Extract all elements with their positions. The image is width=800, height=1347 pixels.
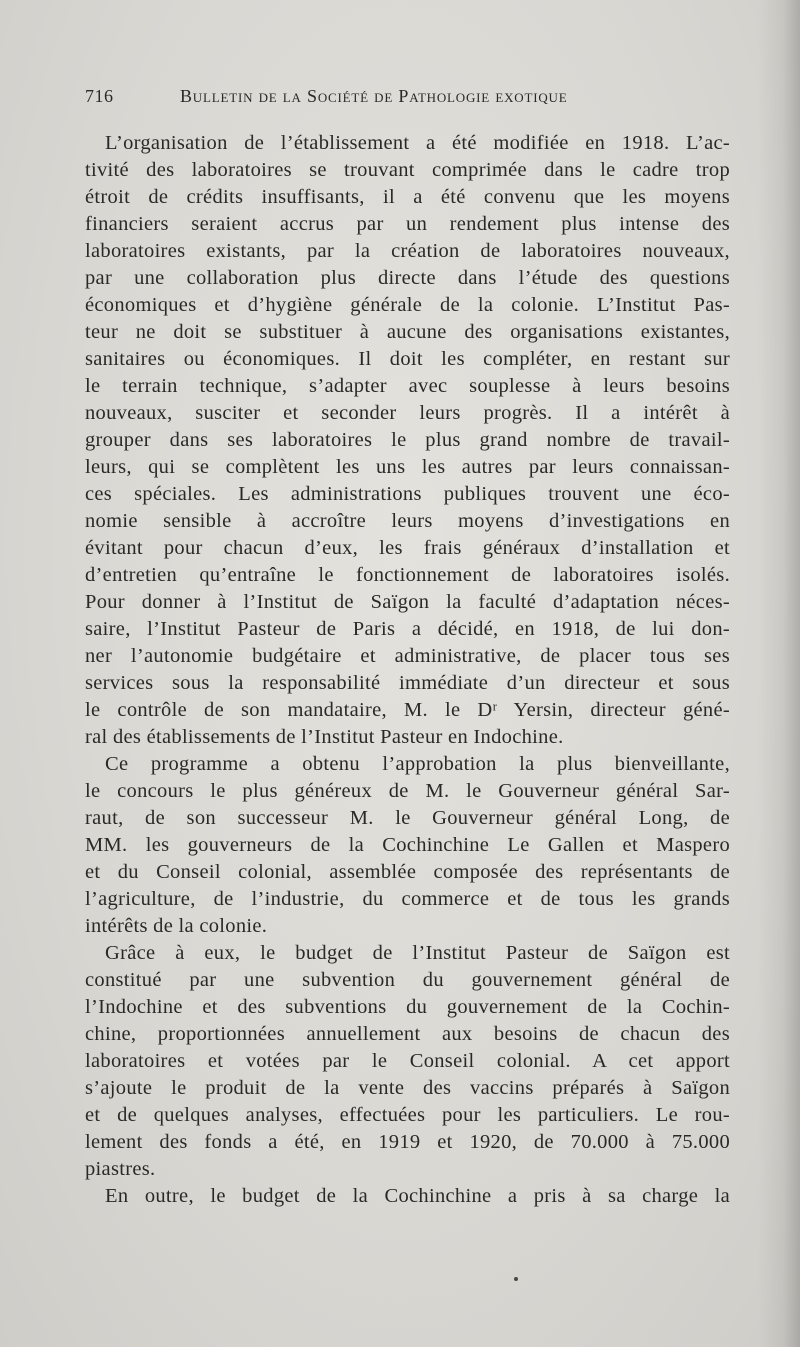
text-line: évitant pour chacun d’eux, les frais généraux d’installation et xyxy=(85,537,730,559)
text-line: chine, proportionnées annuellement aux besoins de chacun des xyxy=(85,1023,730,1045)
text-line: par une collaboration plus directe dans l’étude des questions xyxy=(85,267,730,289)
text-line: le contrôle de son mandataire, M. le Dʳ Yersin, directeur géné- xyxy=(85,699,730,721)
text-line: grouper dans ses laboratoires le plus grand nombre de travail- xyxy=(85,429,730,451)
text-line: L’organisation de l’établissement a été modifiée en 1918. L’ac- xyxy=(105,132,730,154)
text-line: constitué par une subvention du gouvernement général de xyxy=(85,969,730,991)
text-line: ner l’autonomie budgétaire et administrative, de placer tous ses xyxy=(85,645,730,667)
ink-speck xyxy=(514,1277,518,1281)
text-line: sanitaires ou économiques. Il doit les compléter, en restant sur xyxy=(85,348,730,370)
text-line: tivité des laboratoires se trouvant comprimée dans le cadre trop xyxy=(85,159,730,181)
text-line: nouveaux, susciter et seconder leurs progrès. Il a intérêt à xyxy=(85,402,730,424)
text-line: Pour donner à l’Institut de Saïgon la faculté d’adaptation néces- xyxy=(85,591,730,613)
text-line: ces spéciales. Les administrations publiques trouvent une éco- xyxy=(85,483,730,505)
page-header xyxy=(85,86,735,116)
text-line: services sous la responsabilité immédiate d’un directeur et sous xyxy=(85,672,730,694)
text-line: MM. les gouverneurs de la Cochinchine Le Gallen et Maspero xyxy=(85,834,730,856)
text-line: le concours le plus généreux de M. le Gouverneur général Sar- xyxy=(85,780,730,802)
page-number: 716 xyxy=(85,86,114,106)
text-line: étroit de crédits insuffisants, il a été convenu que les moyens xyxy=(85,186,730,208)
body-text xyxy=(85,130,730,1210)
text-line: teur ne doit se substituer à aucune des organisations existantes, xyxy=(85,321,730,343)
text-line: lement des fonds a été, en 1919 et 1920, de 70.000 à 75.000 xyxy=(85,1131,730,1153)
text-line: laboratoires et votées par le Conseil colonial. A cet apport xyxy=(85,1050,730,1072)
text-line: l’Indochine et des subventions du gouvernement de la Cochin- xyxy=(85,996,730,1018)
text-line: l’agriculture, de l’industrie, du commerce et de tous les grands xyxy=(85,888,730,910)
text-line: d’entretien qu’entraîne le fonctionnement de laboratoires isolés. xyxy=(85,564,730,586)
text-line: Grâce à eux, le budget de l’Institut Pasteur de Saïgon est xyxy=(105,942,730,964)
text-line: ral des établissements de l’Institut Pasteur en Indochine. xyxy=(85,726,564,748)
page-edge-shadow xyxy=(758,0,800,1347)
text-line: le terrain technique, s’adapter avec souplesse à leurs besoins xyxy=(85,375,730,397)
text-line: raut, de son successeur M. le Gouverneur général Long, de xyxy=(85,807,730,829)
text-line: leurs, qui se complètent les uns les autres par leurs connaissan- xyxy=(85,456,730,478)
text-line: laboratoires existants, par la création de laboratoires nouveaux, xyxy=(85,240,730,262)
text-line: s’ajoute le produit de la vente des vaccins préparés à Saïgon xyxy=(85,1077,730,1099)
text-line: Ce programme a obtenu l’approbation la plus bienveillante, xyxy=(105,753,730,775)
text-line: En outre, le budget de la Cochinchine a pris à sa charge la xyxy=(105,1185,730,1207)
text-line: intérêts de la colonie. xyxy=(85,915,268,937)
text-line: et du Conseil colonial, assemblée composée des représentants de xyxy=(85,861,730,883)
running-title: Bulletin de la Société de Pathologie exotique xyxy=(180,86,568,106)
text-line: saire, l’Institut Pasteur de Paris a décidé, en 1918, de lui don- xyxy=(85,618,730,640)
text-line: piastres. xyxy=(85,1158,156,1180)
text-line: financiers seraient accrus par un rendement plus intense des xyxy=(85,213,730,235)
text-line: économiques et d’hygiène générale de la colonie. L’Institut Pas- xyxy=(85,294,730,316)
text-line: nomie sensible à accroître leurs moyens d’investigations en xyxy=(85,510,730,532)
text-line: et de quelques analyses, effectuées pour les particuliers. Le rou- xyxy=(85,1104,730,1126)
